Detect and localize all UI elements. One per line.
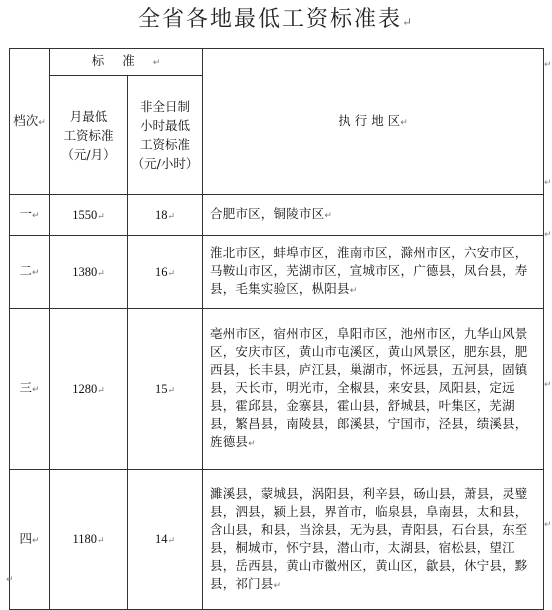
monthly-value: 1550: [72, 207, 98, 222]
paragraph-mark: ↵: [31, 535, 40, 546]
table-row: [10, 309, 544, 470]
paragraph-mark: ↵: [97, 384, 105, 395]
grade-value: 四: [19, 530, 32, 546]
hourly-cell: [128, 195, 203, 236]
table-row: [10, 470, 544, 610]
header-monthly-line: 工资标准: [63, 127, 114, 143]
region-cell: [203, 195, 544, 236]
monthly-cell: [50, 309, 128, 470]
header-standard: [50, 49, 203, 76]
monthly-value: 1380: [72, 264, 98, 279]
monthly-cell: [50, 236, 128, 309]
table-row: [10, 236, 544, 309]
hourly-value: 15: [154, 381, 168, 396]
grade-value: 一: [19, 206, 32, 221]
monthly-value: 1180: [72, 532, 97, 546]
header-grade: [10, 49, 50, 195]
paragraph-mark: ↵: [248, 439, 256, 449]
region-value: 淮北市区，蚌埠市区，淮南市区，滁州市区，六安市区，马鞍山市区，芜湖市区，宣城市区，广德县，凤台县，寿县，毛集实验区，枞阳县: [210, 245, 528, 296]
header-hourly-line: 小时最低: [139, 118, 190, 133]
header-monthly: [50, 76, 128, 195]
paragraph-mark: ↵: [167, 535, 176, 545]
row-end-mark: ↵: [544, 520, 552, 530]
paragraph-mark: ↵: [31, 385, 40, 395]
header-hourly-line: （元/小时）: [131, 156, 199, 171]
row-end-mark: ↵: [544, 230, 552, 240]
grade-cell: [10, 195, 50, 236]
wage-table: [9, 48, 544, 610]
header-hourly-line: 工资标准: [139, 137, 190, 152]
header-region: [203, 49, 544, 195]
hourly-value: 14: [154, 532, 168, 546]
header-monthly-line: 月最低: [69, 108, 108, 124]
table-row: [10, 195, 544, 236]
hourly-value: 16: [154, 264, 168, 279]
paragraph-mark: ↵: [273, 580, 282, 591]
paragraph-mark: ↵: [6, 575, 14, 585]
grade-value: 三: [19, 380, 32, 395]
region-cell: [203, 236, 544, 309]
grade-cell: [10, 309, 50, 470]
monthly-value: 1280: [72, 381, 98, 396]
region-value: 濉溪县，蒙城县，涡阳县，利辛县，砀山县，萧县，灵璧县，泗县，颍上县，界首市，临泉县，阜南县，太和县，含山县，和县，当涂县，无为县，青阳县，石台县，东至县，桐城市，怀宁县，潜山市，太湖县，宿松县，望江县，岳西县，黄山市徽州区，黄山区，歙县，休宁县，黟县，祁门县: [210, 485, 528, 591]
region-cell: [203, 309, 544, 470]
paragraph-mark: ↵: [31, 211, 40, 221]
title-text: 全省各地最低工资标准表: [137, 7, 402, 32]
header-grade-label: 档次: [13, 112, 39, 128]
page-title: [0, 2, 550, 33]
header-hourly-line: 非全日制: [139, 99, 190, 114]
header-region-label: 执 行 地 区: [338, 112, 401, 128]
paragraph-mark: ↵: [97, 210, 105, 221]
paragraph-mark: ↵: [167, 384, 176, 395]
paragraph-mark: ↵: [400, 117, 408, 128]
hourly-value: 18: [154, 207, 168, 222]
hourly-cell: [128, 309, 203, 470]
paragraph-mark: ↵: [167, 267, 176, 278]
region-value: 亳州市区，宿州市区，阜阳市区，池州市区，九华山风景区，安庆市区，黄山市屯溪区，黄山风景区，肥东县，肥西县，长丰县，庐江县，巢湖市，怀远县，五河县，固镇县，天长市，明光市，全椒县，来安县，凤阳县，定远县，霍邱县，金寨县，霍山县，舒城县，叶集区，芜湖县，繁昌县，南陵县，郎溪县，宁国市，泾县，绩溪县，旌德县: [210, 326, 528, 449]
region-value: 合肥市区，铜陵市区: [210, 206, 325, 221]
hourly-cell: [128, 470, 203, 610]
grade-cell: [10, 470, 50, 610]
paragraph-mark: ↵: [401, 15, 413, 29]
region-cell: [203, 470, 544, 610]
paragraph-mark: ↵: [38, 117, 46, 128]
paragraph-mark: ↵: [97, 535, 105, 545]
paragraph-mark: ↵: [349, 286, 358, 296]
monthly-cell: [50, 470, 128, 610]
paragraph-mark: ↵: [167, 210, 176, 221]
grade-cell: [10, 236, 50, 309]
grade-value: 二: [19, 263, 32, 278]
row-end-mark: ↵: [544, 178, 552, 188]
monthly-cell: [50, 195, 128, 236]
row-end-mark: ↵: [544, 380, 552, 390]
paragraph-mark: ↵: [31, 268, 40, 278]
hourly-cell: [128, 236, 203, 309]
header-monthly-line: （元/月）: [61, 146, 116, 162]
paragraph-mark: ↵: [97, 267, 105, 278]
header-hourly: [128, 76, 203, 195]
row-end-mark: ↵: [544, 60, 552, 70]
paragraph-mark: ↵: [152, 58, 161, 68]
header-standard-label: 标准: [91, 53, 153, 68]
paragraph-mark: ↵: [324, 211, 333, 221]
